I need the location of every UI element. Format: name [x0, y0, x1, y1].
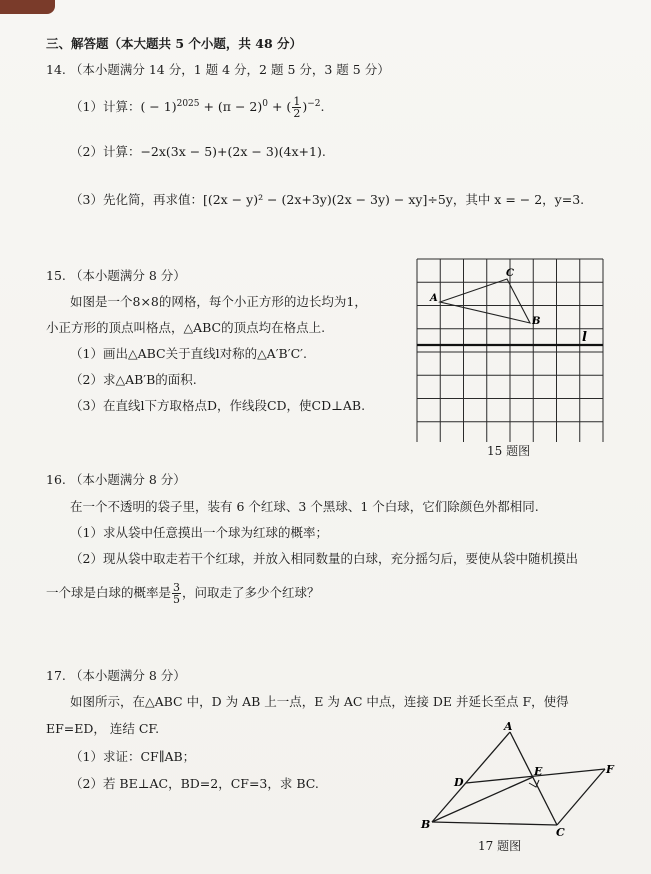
label-A: A [504, 720, 513, 733]
segment-be [432, 777, 533, 822]
q14-exp-b: 0 [262, 99, 268, 109]
label-E: E [534, 765, 543, 778]
q14-expr-d: ) [302, 99, 308, 115]
q15-number: 15. [46, 268, 66, 283]
q16-meta: （本小题满分 8 分） [69, 472, 186, 487]
q14-frac-den: 2 [293, 107, 301, 121]
q14-expr-a: ( − 1) [140, 99, 177, 115]
q17-caption: 17 题图 [478, 839, 522, 853]
q14-expr-c: + ( [268, 99, 292, 115]
q14-part1 [70, 92, 324, 119]
q17-number: 17. [46, 668, 66, 683]
q15-part2: （2）求△AB′B的面积. [70, 372, 197, 387]
q15-header [46, 268, 186, 284]
label-B: B [421, 818, 431, 831]
q17-line2: EF=ED， 连结 CF. [46, 721, 160, 736]
q17-part1: （1）求证：CF∥AB； [70, 749, 196, 764]
q16-part2: （2）现从袋中取走若干个红球，并放入相同数量的白球，充分摇匀后，要使从袋中随机摸出 [70, 551, 578, 566]
q14-meta: （本小题满分 14 分，1 题 4 分，2 题 5 分，3 题 5 分） [69, 62, 390, 77]
q14-fraction [292, 96, 301, 119]
q17-meta: （本小题满分 8 分） [69, 668, 186, 683]
q17-part2: （2）若 BE⊥AC，BD=2，CF=3，求 BC. [70, 776, 319, 791]
q16-cont-b: ，问取走了多少个红球？ [182, 585, 320, 600]
q16-part2-cont [46, 580, 320, 606]
q17-line1: 如图所示，在△ABC 中，D 为 AB 上一点，E 为 AC 中点，连接 DE 并延长至点 F，使得 [70, 694, 569, 709]
q14-exp-d: −2 [307, 99, 321, 109]
corner-mark [0, 0, 55, 14]
q14-part1-prefix: （1）计算： [70, 99, 141, 115]
q16-frac-num: 3 [173, 581, 181, 594]
q14-expr-b: + (π − 2) [199, 99, 263, 115]
side-bc [432, 822, 557, 825]
grid-lines [417, 259, 603, 442]
label-B: B [532, 316, 541, 327]
label-C: C [556, 826, 565, 836]
q15-part1: （1）画出△ABC关于直线l对称的△A′B′C′. [70, 346, 307, 361]
q16-number: 16. [46, 472, 66, 487]
q14-part1-end: . [320, 99, 325, 115]
label-C: C [506, 268, 514, 279]
q14-part2: （2）计算：−2x(3x − 5)+(2x − 3)(4x+1). [70, 144, 326, 159]
q16-line1: 在一个不透明的袋子里，装有 6 个红球、3 个黑球、1 个白球，它们除颜色外都相同. [70, 499, 539, 514]
q14-exp-a: 2025 [176, 99, 200, 109]
q17-triangle-figure [418, 718, 623, 836]
q15-grid-figure [410, 256, 610, 442]
segment-cf [557, 769, 605, 825]
label-D: D [454, 776, 464, 789]
triangle-abc [440, 279, 530, 323]
q15-part3: （3）在直线l下方取格点D，作线段CD，使CD⊥AB. [70, 398, 366, 413]
section-title: 三、解答题（本大题共 5 个小题，共 48 分） [46, 36, 303, 51]
q14-frac-num: 1 [293, 95, 301, 109]
q16-fraction [172, 582, 181, 605]
q14-header [46, 62, 390, 78]
q16-frac-den: 5 [173, 593, 181, 606]
q15-line1: 如图是一个8×8的网格，每个小正方形的边长均为1， [70, 294, 367, 309]
side-ab [432, 732, 510, 822]
q16-part1: （1）求从袋中任意摸出一个球为红球的概率； [70, 525, 328, 540]
label-F: F [606, 763, 614, 776]
q15-caption: 15 题图 [487, 444, 531, 458]
q14-number: 14. [46, 62, 66, 77]
label-A: A [430, 293, 438, 304]
q15-meta: （本小题满分 8 分） [69, 268, 186, 283]
q17-header [46, 668, 186, 684]
q14-part3: （3）先化简，再求值：[(2x − y)² − (2x+3y)(2x − 3y) − xy]÷5y，其中 x = − 2，y=3. [70, 192, 585, 207]
q16-cont-a: 一个球是白球的概率是 [46, 585, 172, 600]
label-l: l [582, 330, 587, 345]
q16-header [46, 472, 186, 488]
q15-line2: 小正方形的顶点叫格点，△ABC的顶点均在格点上. [46, 320, 326, 335]
